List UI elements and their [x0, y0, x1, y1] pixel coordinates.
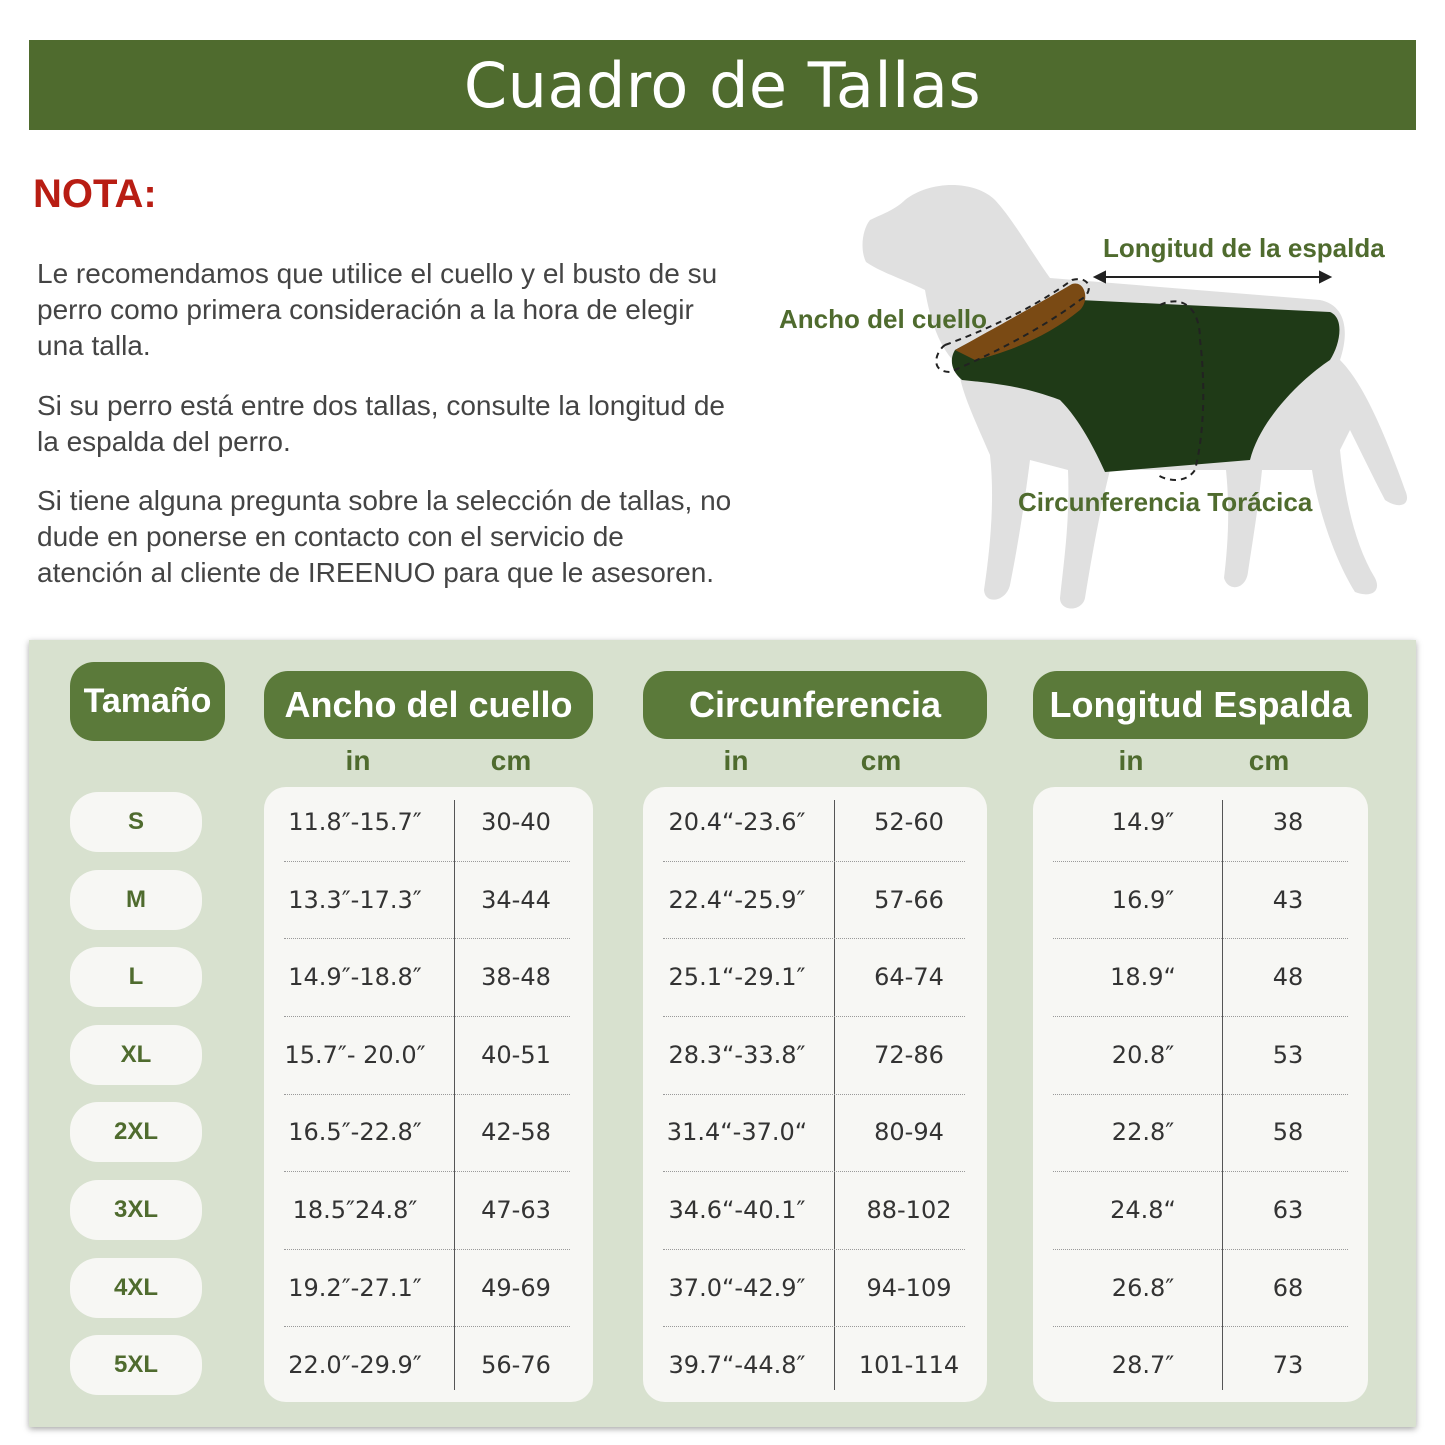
title-banner: [29, 40, 1416, 130]
chest-girth-label: Circunferencia Torácica: [1018, 487, 1313, 517]
back-cm-cell: 63: [1272, 1196, 1304, 1224]
neck-in-cell: 22.0″-29.9″: [288, 1351, 422, 1380]
row-separator: [663, 1326, 965, 1327]
chest-in-cell: 37.0“-42.9″: [668, 1273, 806, 1302]
size-label: 4XL: [70, 1258, 202, 1318]
row-separator: [1053, 1016, 1348, 1017]
chest-in-cell: 25.1“-29.1″: [668, 963, 806, 992]
row-separator: [284, 861, 570, 862]
neck-cm-cell: 47-63: [481, 1196, 551, 1224]
back-unit-in: in: [1118, 745, 1144, 776]
neck-cm-cell: 30-40: [481, 808, 551, 836]
chest-in-cell: 22.4“-25.9″: [668, 885, 806, 914]
back-length-label: Longitud de la espalda: [1103, 233, 1385, 263]
chest-unit-cm: cm: [860, 745, 902, 776]
back-in-cell: 16.9″: [1111, 885, 1175, 914]
back-in-cell: 28.7″: [1111, 1351, 1175, 1380]
note-paragraph-1: Le recomendamos que utilice el cuello y el busto de su perro como primera consideración a la hora de elegir una talla.: [37, 258, 718, 361]
neck-width-label: Ancho del cuello: [779, 304, 988, 334]
neck-in-cell: 11.8″-15.7″: [288, 808, 422, 836]
neck-in-cell: 13.3″-17.3″: [288, 885, 422, 914]
row-separator: [1053, 861, 1348, 862]
row-separator: [1053, 1094, 1348, 1095]
row-separator: [1053, 1249, 1348, 1250]
back-in-cell: 26.8″: [1111, 1273, 1175, 1302]
chest-cm-cell: 80-94: [874, 1118, 944, 1147]
size-column-header: Tamaño: [70, 662, 225, 741]
back-cm-cell: 48: [1272, 963, 1304, 992]
neck-in-cell: 16.5″-22.8″: [288, 1118, 422, 1147]
chest-unit-in: in: [723, 745, 749, 776]
row-separator: [284, 1016, 570, 1017]
neck-column-header: Ancho del cuello: [264, 671, 593, 739]
size-label: 5XL: [70, 1335, 202, 1395]
neck-in-cell: 18.5″24.8″: [292, 1196, 418, 1224]
note-heading: NOTA:: [33, 172, 157, 216]
chest-cm-cell: 88-102: [866, 1196, 952, 1224]
row-separator: [284, 1171, 570, 1172]
back-cm-cell: 43: [1272, 885, 1304, 914]
row-separator: [663, 1249, 965, 1250]
chest-in-cell: 34.6“-40.1″: [668, 1196, 806, 1224]
size-label: XL: [70, 1025, 202, 1085]
chest-column-header: Circunferencia: [643, 671, 987, 739]
neck-cm-cell: 34-44: [481, 885, 551, 914]
neck-cm-cell: 40-51: [481, 1040, 551, 1069]
size-label: L: [70, 947, 202, 1007]
row-separator: [663, 1171, 965, 1172]
row-separator: [1053, 1326, 1348, 1327]
row-separator: [284, 1094, 570, 1095]
back-cm-cell: 73: [1272, 1351, 1304, 1380]
neck-cm-cell: 56-76: [481, 1351, 551, 1380]
chest-in-cell: 20.4“-23.6″: [668, 808, 806, 836]
neck-cm-cell: 42-58: [481, 1118, 551, 1147]
back-unit-cm: cm: [1248, 745, 1290, 776]
chest-in-cell: 31.4“-37.0“: [666, 1118, 808, 1147]
chest-cm-cell: 72-86: [874, 1040, 944, 1069]
back-cm-cell: 38: [1272, 808, 1304, 836]
back-cm-cell: 68: [1272, 1273, 1304, 1302]
row-separator: [1053, 938, 1348, 939]
back-in-cell: 20.8″: [1111, 1040, 1175, 1069]
back-in-cell: 14.9″: [1111, 808, 1175, 836]
back-cm-cell: 53: [1272, 1040, 1304, 1069]
row-separator: [284, 1326, 570, 1327]
page-title: Cuadro de Tallas: [463, 48, 982, 122]
chest-in-cell: 39.7“-44.8″: [668, 1351, 806, 1380]
row-separator: [284, 1249, 570, 1250]
note-paragraph-2: Si su perro está entre dos tallas, consulte la longitud de la espalda del perro.: [37, 390, 725, 457]
size-label: M: [70, 870, 202, 930]
row-separator: [1053, 1171, 1348, 1172]
chest-cm-cell: 52-60: [874, 808, 944, 836]
neck-unit-cm: cm: [490, 745, 532, 776]
row-separator: [663, 1094, 965, 1095]
back-cm-cell: 58: [1272, 1118, 1304, 1147]
chest-cm-cell: 94-109: [866, 1273, 952, 1302]
note-paragraph-3: Si tiene alguna pregunta sobre la selección de tallas, no dude en ponerse en contacto con el servicio de atención al cliente de IREENUO para que le asesoren.: [37, 485, 732, 588]
chest-cm-cell: 101-114: [858, 1351, 960, 1380]
back-in-cell: 22.8″: [1111, 1118, 1175, 1147]
size-label: 3XL: [70, 1180, 202, 1240]
row-separator: [284, 938, 570, 939]
neck-in-cell: 19.2″-27.1″: [288, 1273, 422, 1302]
row-separator: [663, 1016, 965, 1017]
back-column-header: Longitud Espalda: [1033, 671, 1368, 739]
row-separator: [663, 861, 965, 862]
chest-in-cell: 28.3“-33.8″: [668, 1040, 806, 1069]
chest-cm-cell: 64-74: [874, 963, 944, 992]
row-separator: [663, 938, 965, 939]
back-in-cell: 18.9“: [1110, 963, 1176, 992]
neck-cm-cell: 49-69: [481, 1273, 551, 1302]
neck-unit-in: in: [345, 745, 371, 776]
size-label: S: [70, 792, 202, 852]
neck-in-cell: 14.9″-18.8″: [288, 963, 422, 992]
size-label: 2XL: [70, 1102, 202, 1162]
chest-cm-cell: 57-66: [874, 885, 944, 914]
neck-cm-cell: 38-48: [481, 963, 551, 992]
neck-in-cell: 15.7″- 20.0″: [284, 1040, 426, 1069]
back-in-cell: 24.8“: [1110, 1196, 1176, 1224]
